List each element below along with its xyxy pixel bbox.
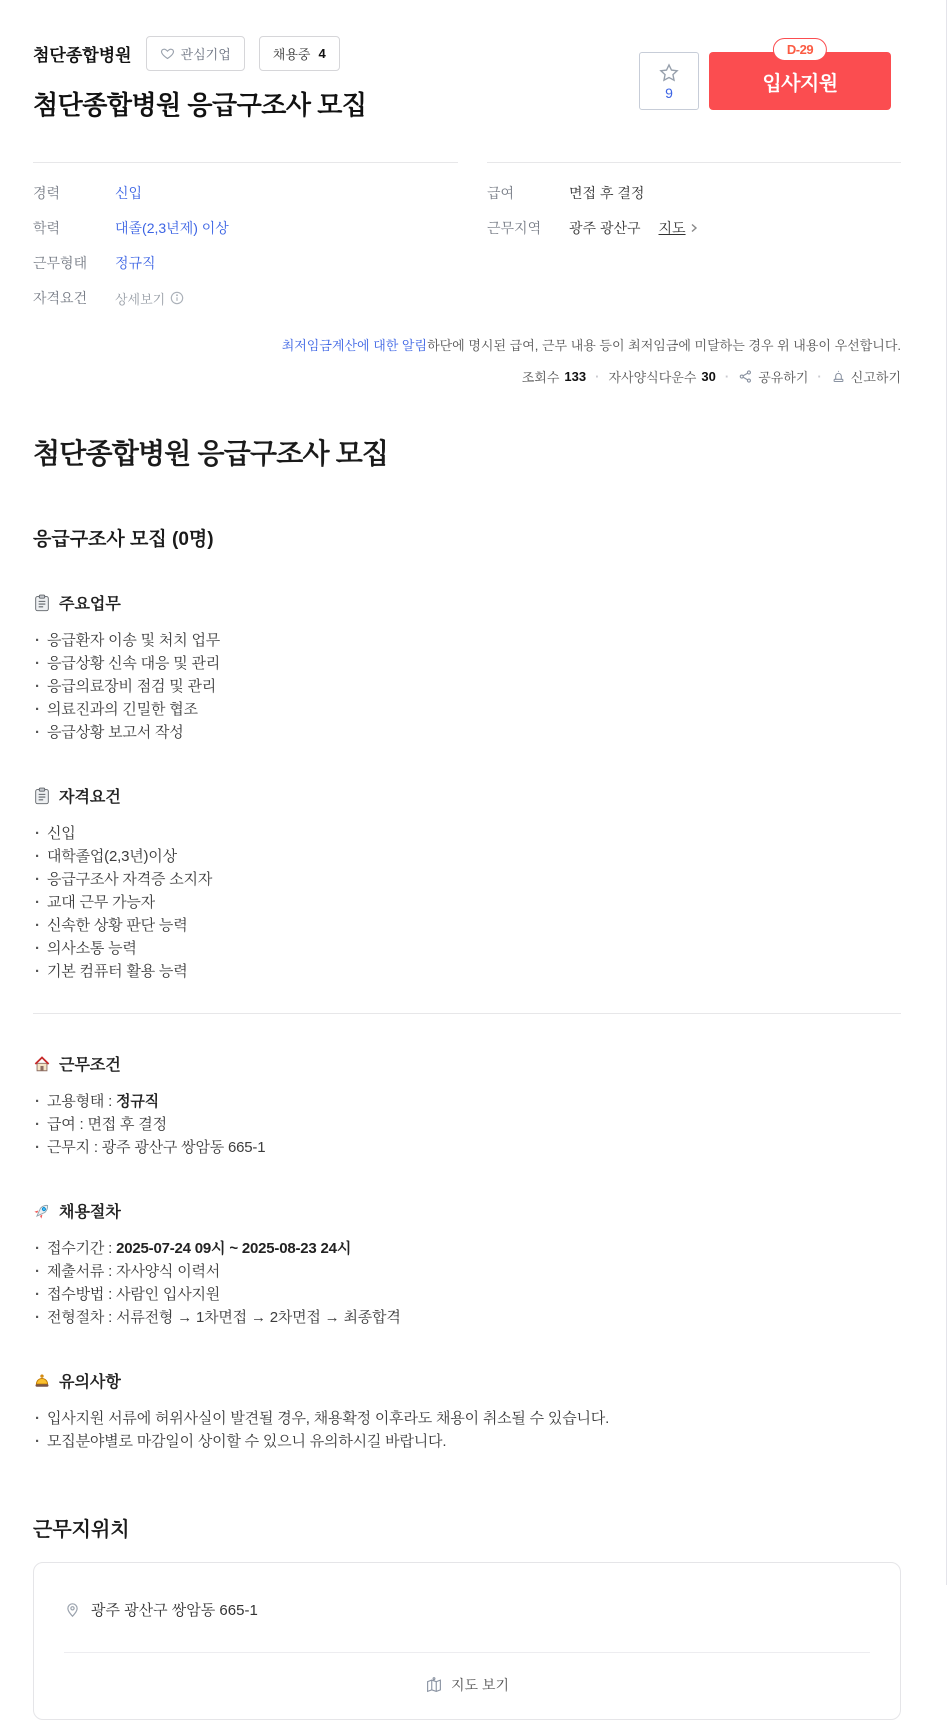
section-work-conditions: [33, 1052, 901, 1159]
section-title: [33, 1369, 901, 1392]
requirements-detail-link[interactable]: [115, 289, 184, 308]
header-actions: [639, 42, 891, 110]
region-map-link[interactable]: [659, 218, 699, 238]
address-row: [34, 1563, 900, 1652]
scrap-count: 9: [665, 84, 673, 101]
minimum-wage-notice: [33, 335, 901, 354]
download-count-stat: [608, 367, 715, 386]
summary-row-region: [487, 218, 901, 238]
view-count-stat: [522, 367, 586, 386]
house-icon: [33, 1055, 51, 1073]
siren-icon: [831, 369, 846, 384]
clipboard-icon: [33, 787, 51, 805]
section-hiring-process: [33, 1199, 901, 1329]
scrap-button[interactable]: [639, 52, 699, 110]
list-item: · 입사지원 서류에 허위사실이 발견될 경우, 채용확정 이후라도 채용이 취소될 수 있습니다.: [33, 1407, 901, 1430]
hiring-count: 4: [318, 46, 326, 61]
list-item: · 신입: [33, 822, 901, 845]
list-item: · 응급의료장비 점검 및 관리: [33, 675, 901, 698]
report-button[interactable]: [831, 367, 901, 386]
list-item: · 신속한 상황 판단 능력: [33, 914, 901, 937]
list-item: · 응급상황 신속 대응 및 관리: [33, 652, 901, 675]
list-item: · 교대 근무 가능자: [33, 891, 901, 914]
summary-label: 학력: [33, 220, 61, 236]
info-icon: [170, 291, 184, 305]
summary-row-career: [33, 183, 458, 203]
download-count-value: 30: [701, 369, 716, 384]
bullet-list: [33, 629, 901, 744]
list-item: · 의료진과의 긴밀한 협조: [33, 698, 901, 721]
share-icon: [738, 369, 753, 384]
clipboard-icon: [33, 594, 51, 612]
summary-row-employment-type: [33, 253, 458, 273]
bullet-list: [33, 1237, 901, 1329]
list-item: · 응급환자 이송 및 처치 업무: [33, 629, 901, 652]
apply-button[interactable]: [709, 42, 891, 110]
summary-right-column: [487, 162, 901, 323]
heart-icon: [160, 46, 175, 61]
salary-value: 면접 후 결정: [569, 185, 645, 201]
map-view-button[interactable]: [34, 1653, 900, 1719]
location-card: [33, 1562, 901, 1720]
map-icon: [425, 1676, 443, 1694]
location-title: 근무지위치: [33, 1519, 130, 1541]
workplace-address: 광주 광산구 쌍암동 665-1: [91, 1602, 258, 1619]
minimum-wage-notice-link[interactable]: 최저임금계산에 대한 알림: [281, 338, 428, 353]
share-button[interactable]: [738, 367, 808, 386]
chevron-right-icon: [689, 223, 699, 233]
section-title-text: 근무조건: [59, 1057, 121, 1074]
list-item: · 기본 컴퓨터 활용 능력: [33, 960, 901, 983]
summary-label: 경력: [33, 185, 61, 201]
summary-row-education: [33, 218, 458, 238]
favorite-company-label: 관심기업: [180, 47, 231, 62]
view-count-label: 조회수: [521, 370, 560, 385]
minimum-wage-notice-text: 하단에 명시된 급여, 근무 내용 등이 최저임금에 미달하는 경우 위 내용이 우선합니다.: [427, 338, 901, 353]
list-item: · 접수방법 : 사람인 입사지원: [33, 1283, 901, 1306]
section-title: [33, 784, 901, 807]
career-value: 신입: [115, 185, 143, 201]
favorite-company-button[interactable]: [146, 36, 245, 71]
summary-row-requirements: [33, 288, 458, 308]
region-map-label: 지도: [658, 220, 686, 236]
stat-separator: ·: [595, 369, 600, 384]
download-count-label: 자사양식다운수: [608, 370, 697, 385]
map-pin-icon: [64, 1601, 81, 1618]
section-title-text: 자격요건: [59, 789, 121, 806]
list-item: · 고용형태 : 정규직: [33, 1090, 901, 1113]
summary-label: 급여: [487, 185, 515, 201]
report-label: 신고하기: [850, 370, 901, 385]
summary-label: 근무형태: [33, 255, 88, 271]
apply-button-label: 입사지원: [762, 72, 838, 95]
share-label: 공유하기: [758, 370, 809, 385]
hiring-label: 채용중: [272, 47, 311, 62]
view-count-value: 133: [564, 369, 587, 384]
list-item: · 접수기간 : 2025-07-24 09시 ~ 2025-08-23 24시: [33, 1237, 901, 1260]
bell-icon: [33, 1372, 51, 1390]
employment-type-value: 정규직: [115, 255, 156, 271]
bullet-list: [33, 1407, 901, 1453]
section-title: [33, 1199, 901, 1222]
list-item: · 의사소통 능력: [33, 937, 901, 960]
list-item: · 제출서류 : 자사양식 이력서: [33, 1260, 901, 1283]
requirements-detail-label: 상세보기: [115, 291, 166, 307]
section-cautions: [33, 1369, 901, 1453]
summary-row-salary: [487, 183, 901, 203]
list-item: · 대학졸업(2,3년)이상: [33, 845, 901, 868]
list-item: · 응급구조사 자격증 소지자: [33, 868, 901, 891]
company-name: 첨단종합병원: [33, 46, 132, 65]
summary-left-column: [33, 162, 458, 323]
list-item: · 모집분야별로 마감일이 상이할 수 있으니 유의하시길 바랍니다.: [33, 1430, 901, 1453]
star-icon: [658, 62, 680, 84]
hiring-count-button[interactable]: [259, 36, 340, 71]
list-item: · 근무지 : 광주 광산구 쌍암동 665-1: [33, 1136, 901, 1159]
bullet-list: [33, 1090, 901, 1159]
education-value: 대졸(2,3년제) 이상: [115, 220, 229, 236]
region-value: 광주 광산구: [569, 220, 641, 236]
summary-label: 근무지역: [487, 220, 542, 236]
map-view-label: 지도 보기: [451, 1677, 509, 1693]
section-title: [33, 1052, 901, 1075]
content-subtitle: 응급구조사 모집 (0명): [33, 529, 214, 550]
list-item: · 급여 : 면접 후 결정: [33, 1113, 901, 1136]
bullet-list: [33, 822, 901, 983]
section-main-duties: [33, 591, 901, 744]
summary-label: 자격요건: [33, 290, 88, 306]
content-title: 첨단종합병원 응급구조사 모집: [33, 438, 389, 469]
stats-bar: [33, 367, 901, 386]
list-item: · 응급상황 보고서 작성: [33, 721, 901, 744]
rocket-icon: [33, 1202, 51, 1220]
section-qualifications: [33, 784, 901, 983]
stat-separator: ·: [724, 369, 730, 384]
section-divider: [33, 1013, 901, 1014]
dday-badge: D-29: [773, 38, 827, 61]
job-title: 첨단종합병원 응급구조사 모집: [33, 90, 367, 120]
section-title-text: 유의사항: [59, 1374, 121, 1391]
section-title-text: 주요업무: [59, 596, 121, 613]
stat-separator: ·: [817, 369, 822, 384]
section-title-text: 채용절차: [59, 1204, 121, 1221]
section-title: [33, 591, 901, 614]
list-item: · 전형절차 : 서류전형 → 1차면접 → 2차면접 → 최종합격: [33, 1306, 901, 1329]
job-summary: [33, 162, 901, 323]
